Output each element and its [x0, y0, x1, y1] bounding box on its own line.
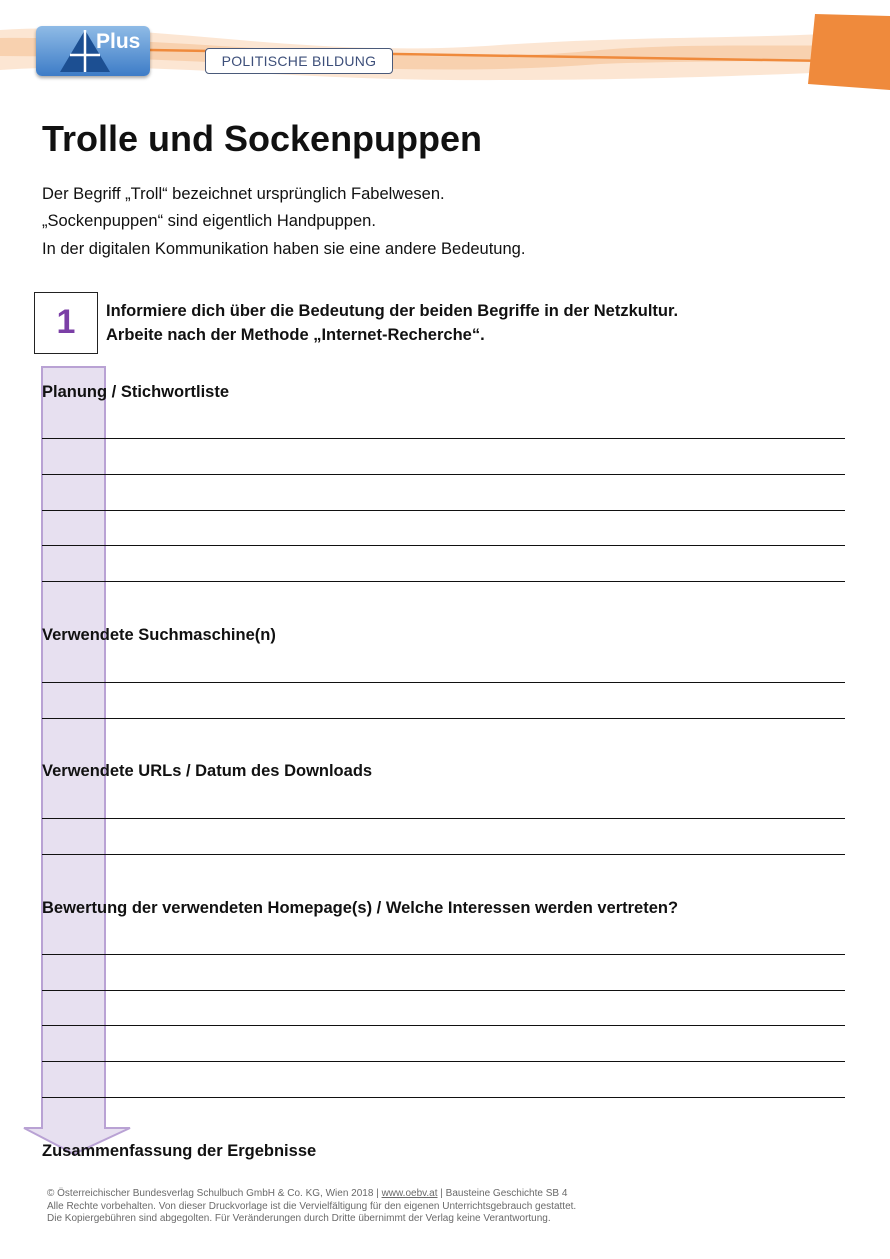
- answer-line[interactable]: [42, 1061, 845, 1062]
- footer-text: | Bausteine Geschichte SB 4: [437, 1188, 568, 1199]
- logo-text: Plus: [96, 30, 141, 53]
- section-heading-bewertung: Bewertung der verwendeten Homepage(s) / Welche Interessen werden vertreten?: [42, 899, 679, 917]
- answer-line[interactable]: [42, 438, 845, 439]
- section-heading-urls: Verwendete URLs / Datum des Downloads: [42, 762, 373, 780]
- footer-rights: Alle Rechte vorbehalten. Von dieser Druckvorlage ist die Vervielfältigung für den eigenen Unterrichtsgebrauch gestattet.: [47, 1201, 577, 1212]
- publisher-link[interactable]: www.oebv.at: [381, 1188, 438, 1199]
- answer-line[interactable]: [42, 1025, 845, 1026]
- page-title: Trolle und Sockenpuppen: [42, 118, 483, 159]
- section-heading-suchmaschine: Verwendete Suchmaschine(n): [42, 626, 276, 644]
- section-heading-zusammenfassung: Zusammenfassung der Ergebnisse: [42, 1142, 317, 1160]
- answer-line[interactable]: [42, 990, 845, 991]
- series-label: POLITISCHE BILDUNG: [205, 48, 393, 74]
- task-instruction: Informiere dich über die Bedeutung der beiden Begriffe in der Netzkultur.: [106, 302, 679, 320]
- answer-line[interactable]: [42, 854, 845, 855]
- intro-line: Der Begriff „Troll“ bezeichnet ursprünglich Fabelwesen.: [42, 185, 445, 203]
- intro-line: „Sockenpuppen“ sind eigentlich Handpuppen.: [42, 212, 376, 230]
- answer-line[interactable]: [42, 718, 845, 719]
- footer-fees: Die Kopiergebühren sind abgegolten. Für Veränderungen durch Dritte übernimmt der Verlag keine Verantwortung.: [47, 1213, 551, 1224]
- answer-line[interactable]: [42, 818, 845, 819]
- intro-line: In der digitalen Kommunikation haben sie eine andere Bedeutung.: [42, 240, 526, 258]
- section-heading-planung: Planung / Stichwortliste: [42, 383, 230, 401]
- answer-line[interactable]: [42, 510, 845, 511]
- answer-line[interactable]: [42, 581, 845, 582]
- answer-line[interactable]: [42, 682, 845, 683]
- task-instruction: Arbeite nach der Methode „Internet-Recherche“.: [106, 326, 485, 344]
- answer-line[interactable]: [42, 1097, 845, 1098]
- footer-text: © Österreichischer Bundesverlag Schulbuch GmbH & Co. KG, Wien 2018 |: [47, 1188, 382, 1199]
- task-number: 1: [34, 292, 98, 354]
- answer-line[interactable]: [42, 545, 845, 546]
- answer-line[interactable]: [42, 474, 845, 475]
- footer-copyright: [47, 1188, 567, 1199]
- answer-line[interactable]: [42, 954, 845, 955]
- process-arrow-icon: [22, 366, 134, 1156]
